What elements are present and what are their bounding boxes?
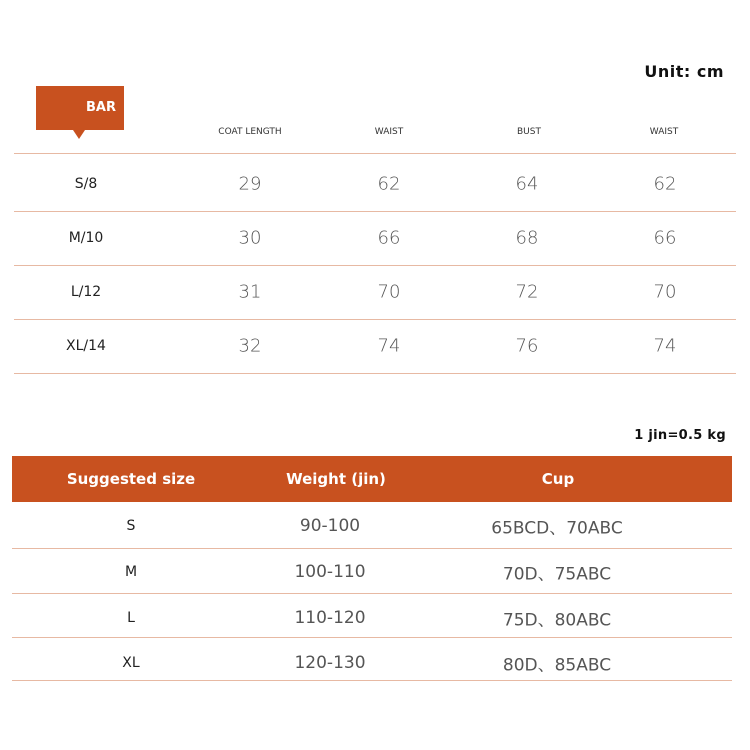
header-coat-length: COAT LENGTH <box>218 127 282 137</box>
header-waist-2: WAIST <box>649 127 679 137</box>
divider <box>14 153 736 154</box>
coat-length-value: 31 <box>238 281 262 303</box>
row-size: L <box>127 609 135 626</box>
waist-value-2: 62 <box>653 173 677 195</box>
bust-value: 68 <box>515 227 539 249</box>
table-row <box>0 211 750 265</box>
waist-value: 62 <box>377 173 401 195</box>
header-bust: BUST <box>517 127 541 137</box>
table-row <box>0 640 750 685</box>
table-row <box>0 549 750 594</box>
weight-value: 110-120 <box>294 607 366 628</box>
table-row <box>0 319 750 373</box>
header-cup: Cup <box>541 470 575 488</box>
row-size: L/12 <box>70 284 102 300</box>
waist-value: 74 <box>377 335 401 357</box>
size-table-header <box>0 127 750 141</box>
row-size: XL/14 <box>66 338 106 354</box>
waist-value: 66 <box>377 227 401 249</box>
header-weight: Weight (jin) <box>286 470 386 488</box>
suggested-table-header <box>12 456 732 502</box>
waist-value: 70 <box>377 281 401 303</box>
weight-value: 100-110 <box>294 561 366 582</box>
coat-length-value: 29 <box>238 173 262 195</box>
waist-value-2: 66 <box>653 227 677 249</box>
row-size: M/10 <box>68 230 104 246</box>
table-row <box>0 157 750 211</box>
header-waist: WAIST <box>374 127 404 137</box>
conversion-note: 1 jin=0.5 kg <box>634 428 726 443</box>
cup-value: 70D、75ABC <box>502 564 612 584</box>
bar-tag <box>36 86 124 130</box>
cup-value: 80D、85ABC <box>502 655 612 675</box>
weight-value: 90-100 <box>299 515 361 536</box>
waist-value-2: 70 <box>653 281 677 303</box>
table-row <box>0 265 750 319</box>
bust-value: 64 <box>515 173 539 195</box>
divider <box>14 373 736 374</box>
row-size: M <box>124 563 138 580</box>
cup-value: 65BCD、70ABC <box>491 518 623 538</box>
bust-value: 72 <box>515 281 539 303</box>
coat-length-value: 32 <box>238 335 262 357</box>
divider <box>12 637 732 638</box>
divider <box>12 593 732 594</box>
header-suggested-size: Suggested size <box>66 470 196 488</box>
row-size: XL <box>122 654 140 671</box>
row-size: S <box>126 517 136 534</box>
bar-tag-label: BAR <box>86 100 116 115</box>
row-size: S/8 <box>74 176 98 192</box>
table-row <box>0 503 750 548</box>
waist-value-2: 74 <box>653 335 677 357</box>
unit-label: Unit: cm <box>644 62 724 81</box>
table-row <box>0 595 750 640</box>
bust-value: 76 <box>515 335 539 357</box>
weight-value: 120-130 <box>294 652 366 673</box>
coat-length-value: 30 <box>238 227 262 249</box>
divider <box>12 680 732 681</box>
cup-value: 75D、80ABC <box>502 610 612 630</box>
